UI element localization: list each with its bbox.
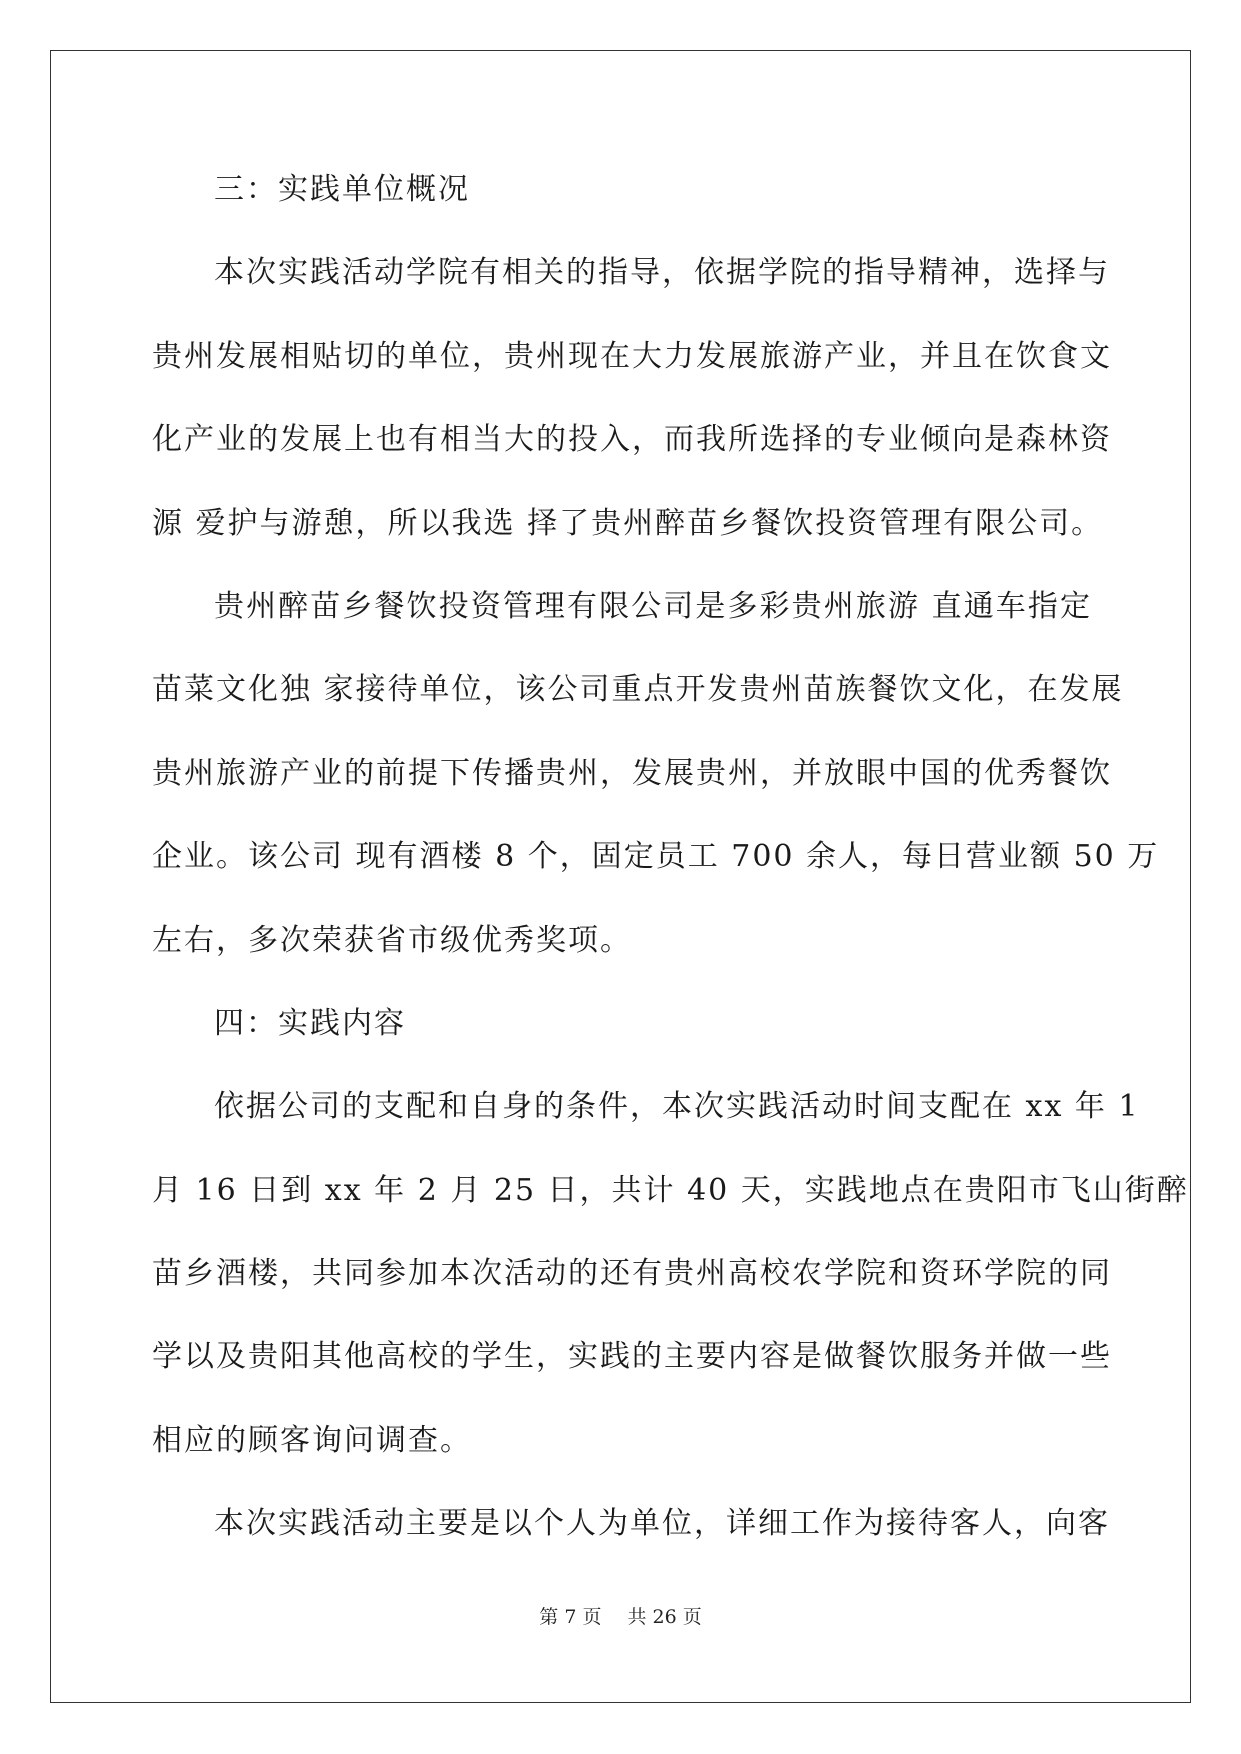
text-line: 化产业的发展上也有相当大的投入，而我所选择的专业倾向是森林资 [152,422,1112,458]
document-body [152,160,1189,1578]
text-line: 贵州旅游产业的前提下传播贵州，发展贵州，并放眼中国的优秀餐饮 [152,755,1112,791]
section-heading: 四：实践内容 [214,1005,406,1041]
text-line: 学以及贵阳其他高校的学生，实践的主要内容是做餐饮服务并做一些 [152,1339,1112,1375]
text-line: 本次实践活动学院有相关的指导，依据学院的指导精神，选择与 [214,255,1110,291]
text-line: 依据公司的支配和自身的条件，本次实践活动时间支配在 xx 年 1 [214,1089,1140,1125]
text-line: 贵州醉苗乡餐饮投资管理有限公司是多彩贵州旅游 直通车指定 [214,588,1092,624]
text-line: 苗菜文化独 家接待单位，该公司重点开发贵州苗族餐饮文化，在发展 [152,672,1124,708]
text-line: 苗乡酒楼，共同参加本次活动的还有贵州高校农学院和资环学院的同 [152,1256,1112,1292]
section-heading: 三：实践单位概况 [214,172,470,207]
text-line: 贵州发展相贴切的单位，贵州现在大力发展旅游产业，并且在饮食文 [152,338,1112,374]
text-line: 左右，多次荣获省市级优秀奖项。 [152,922,632,958]
text-line: 相应的顾客询问调查。 [152,1422,472,1458]
page-number: 第 7 页 [539,1606,602,1628]
page-total: 共 26 页 [627,1606,702,1628]
text-line: 月 16 日到 xx 年 2 月 25 日，共计 40 天，实践地点在贵阳市飞山街醉 [152,1172,1189,1208]
text-line: 企业。该公司 现有酒楼 8 个，固定员工 700 余人，每日营业额 50 万 [152,839,1160,875]
text-line: 源 爱护与游憩，所以我选 择了贵州醉苗乡餐饮投资管理有限公司。 [152,505,1104,541]
page-footer [0,1602,1241,1629]
text-line: 本次实践活动主要是以个人为单位，详细工作为接待客人，向客 [214,1506,1110,1542]
